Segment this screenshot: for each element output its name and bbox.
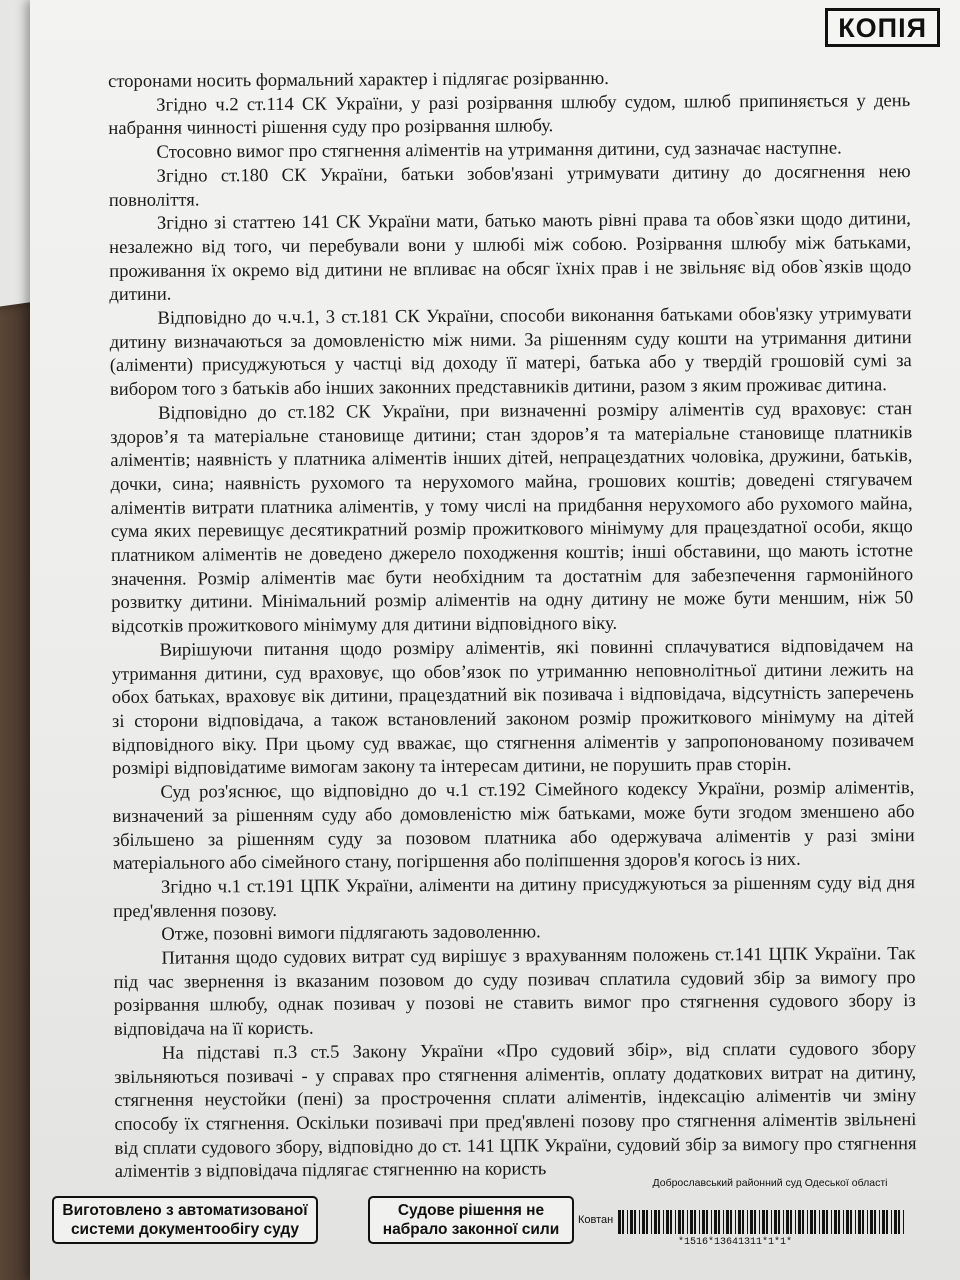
paragraph: сторонами носить формальний характер і підлягає розірванню. [108,67,609,92]
clerk-name: Ковтан [578,1214,614,1226]
paragraph: Згідно ч.2 ст.114 СК України, у разі розірвання шлюбу судом, шлюб припиняється у день набрання чинності рішення суду про розірвання шлюбу. [108,89,911,140]
court-name: Доброславський районний суд Одеської області [652,1177,888,1189]
paragraph: Питання щодо судових витрат суд вирішує з врахуванням положень ст.141 ЦПК України. Так під час звернення із вказаним позовом до суду позивач сплатила судовий збір за вимогу про розірвання шлюбу, однак позивач у позові не ставить вимог про стягнення судового збору із відповідача на її користь. [113,943,916,1041]
paragraph: Отже, позовні вимоги підлягають задоволенню. [161,921,541,946]
paragraph: Згідно зі статтею 141 СК України мати, батько мають рівні права та обов`язки щодо дитини, незалежно від того, чи перебували вони у шлюбі між собою. Розірвання шлюбу між батьками, проживання їх окремо від дитини не впливає на обсяг їхніх прав і не звільняє від обов`язків щодо дитини. [109,208,912,306]
automated-system-notice: Виготовлено з автоматизованої системи документообігу суду [52,1196,318,1244]
paragraph: Відповідно до ч.ч.1, 3 ст.181 СК України, способи виконання батьками обов'язку утримувати дитину визначаються за домовленістю між ними. За рішенням суду кошти на утримання дитини (аліменти) присуджуються у частці від доходу її матері, батька або у твердій грошовій сумі за вибором того з батьків або інших законних представників дитини, разом з яким проживає дитина. [109,303,912,401]
paragraph: На підставі п.3 ст.5 Закону України «Про судовий збір», від сплати судового збору звільняються позивачі - у справах про стягнення аліментів, оплату додаткових витрат на дитину, стягнення неустойки (пені) за прострочення сплати аліментів, індексацію аліментів чи зміну способу їх стягнення. Оскільки позивачі при пред'явлені позову про стягнення аліментів звільнені від сплати судового збору, відповідно до ст. 141 ЦПК України, судовий збір за вимогу про стягнення аліментів з відповідача підлягає стягненню на користь [114,1037,917,1183]
paragraph: Вирішуючи питання щодо розміру аліментів, які повинні сплачуватися відповідачем на утримання дитини, суд враховує, що обов’язок по утриманню неповнолітньої дитини лежить на обох батьках, враховує вік дитини, працездатний вік позивача і відповідача, відсутність заперечень зі сторони відповідача, а також встановлений законом розмір прожиткового мінімуму на дітей відповідного віку. При цьому суд вважає, що стягнення аліментів у запропонованому позивачем розмірі відповідатиме вимогам закону та інтересам дитини, не порушить прав сторін. [111,634,915,780]
document-body [108,65,917,1184]
paragraph: Суд роз'яснює, що відповідно до ч.1 ст.192 Сімейного кодексу України, розмір аліментів, визначений за рішенням суду або домовленістю між батьками, може бути згодом зменшено або збільшено за рішенням суду за позовом платника або одержувача аліментів у разі зміни матеріального або сімейного стану, погіршення або поліпшення здоров'я когось із них. [112,777,915,875]
barcode-block [578,1210,908,1240]
copy-stamp: КОПІЯ [825,8,940,47]
paragraph: Згідно ст.180 СК України, батьки зобов'язані утримувати дитину до досягнення нею повноліття. [108,160,911,211]
paragraph: Відповідно до ст.182 СК України, при визначенні розміру аліментів суд враховує: стан здоров’я та матеріальне становище дитини; стан здоров’я та матеріальне становище платників аліментів; наявність у платника аліментів інших дітей, непрацездатних чоловіка, дружини, батьків, дочки, сина; наявність рухомого та нерухомого майна, грошових коштів; доведені стягувачем аліментів витрати платника аліментів, у тому числі на придбання нерухомого або рухомого майна, сума яких перевищує десятикратний розмір прожиткового мінімуму для працездатної особи, якщо платником аліментів не доведено джерело походження коштів; інші обставини, що мають істотне значення. Розмір аліментів має бути необхідним та достатнім для забезпечення гармонійного розвитку дитини. Мінімальний розмір аліментів на одну дитину не може бути меншим, ніж 50 відсотків прожиткового мінімуму для дитини відповідного віку. [110,397,914,638]
barcode-icon [618,1210,908,1234]
not-in-force-notice: Судове рішення не набрало законної сили [368,1196,574,1244]
paragraph: Згідно ч.1 ст.191 ЦПК України, аліменти на дитину присуджуються за рішенням суду від дня пред'явлення позову. [113,871,916,922]
paragraph: Стосовно вимог про стягнення аліментів на утримання дитини, суд зазначає наступне. [156,137,842,163]
barcode-number: *1516*13641311*1*1* [678,1237,793,1248]
document-page [30,0,960,1280]
